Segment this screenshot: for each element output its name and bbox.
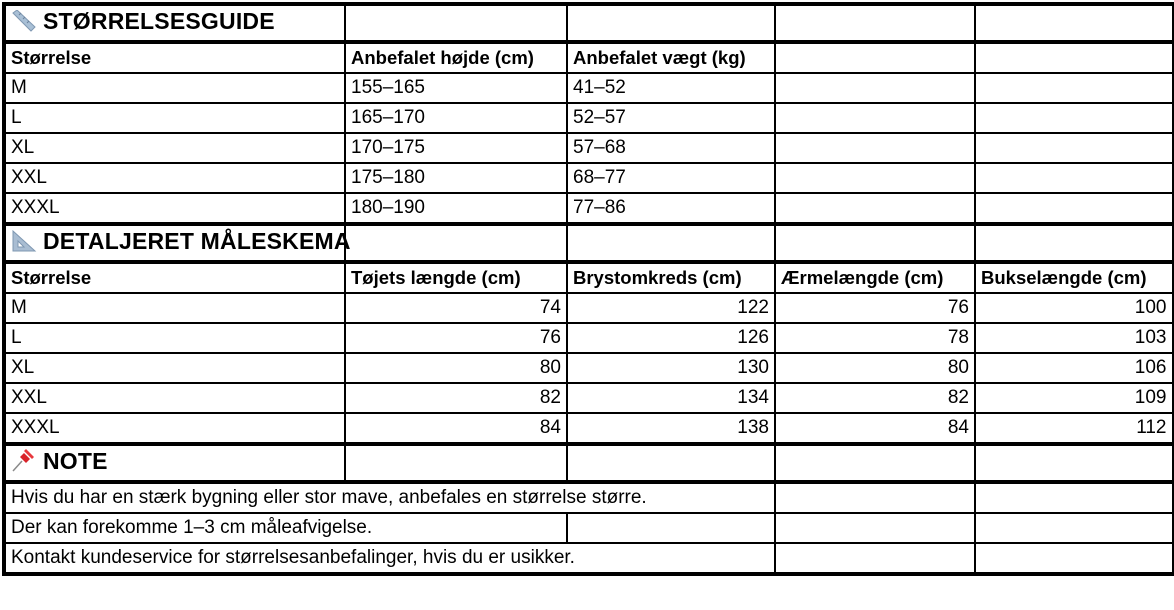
ruler-icon: [11, 10, 37, 38]
cell[interactable]: [975, 42, 1173, 73]
cell[interactable]: XL: [4, 353, 345, 383]
cell[interactable]: [775, 444, 975, 482]
cell[interactable]: M: [4, 73, 345, 103]
cell[interactable]: 126: [567, 323, 775, 353]
cell[interactable]: 82: [345, 383, 567, 413]
cell[interactable]: XL: [4, 133, 345, 163]
cell[interactable]: [775, 4, 975, 42]
cell[interactable]: [567, 513, 775, 543]
table-row: [4, 353, 1173, 383]
column-header[interactable]: Anbefalet vægt (kg): [567, 42, 775, 73]
cell[interactable]: [975, 133, 1173, 163]
cell[interactable]: 82: [775, 383, 975, 413]
cell[interactable]: 165–170: [345, 103, 567, 133]
table-row: [4, 163, 1173, 193]
cell[interactable]: [345, 4, 567, 42]
cell[interactable]: [775, 193, 975, 224]
cell[interactable]: 80: [345, 353, 567, 383]
cell[interactable]: [975, 224, 1173, 262]
table-row: [4, 103, 1173, 133]
cell[interactable]: [775, 42, 975, 73]
cell[interactable]: [775, 163, 975, 193]
column-header[interactable]: Anbefalet højde (cm): [345, 42, 567, 73]
header-row: [4, 262, 1173, 293]
cell[interactable]: 112: [975, 413, 1173, 444]
cell[interactable]: [775, 73, 975, 103]
cell[interactable]: 175–180: [345, 163, 567, 193]
cell[interactable]: [975, 163, 1173, 193]
column-header[interactable]: Brystomkreds (cm): [567, 262, 775, 293]
note-row: [4, 513, 1173, 543]
cell[interactable]: 103: [975, 323, 1173, 353]
table-row: [4, 73, 1173, 103]
cell[interactable]: 122: [567, 293, 775, 323]
cell[interactable]: M: [4, 293, 345, 323]
section-title-row: [4, 224, 1173, 262]
cell[interactable]: 100: [975, 293, 1173, 323]
size-guide-sheet: [2, 2, 1174, 576]
cell[interactable]: 138: [567, 413, 775, 444]
section-title: NOTE: [43, 448, 108, 474]
section-title-row: [4, 444, 1173, 482]
cell[interactable]: 76: [345, 323, 567, 353]
table-row: [4, 133, 1173, 163]
cell[interactable]: 78: [775, 323, 975, 353]
cell[interactable]: 68–77: [567, 163, 775, 193]
cell[interactable]: [775, 103, 975, 133]
cell[interactable]: [975, 103, 1173, 133]
note-text[interactable]: Der kan forekomme 1–3 cm måleafvigelse.: [4, 513, 567, 543]
section-title: DETALJERET MÅLESKEMA: [43, 228, 351, 254]
table-row: [4, 383, 1173, 413]
cell[interactable]: 52–57: [567, 103, 775, 133]
cell[interactable]: 80: [775, 353, 975, 383]
column-header[interactable]: Størrelse: [4, 42, 345, 73]
note-text[interactable]: Kontakt kundeservice for størrelsesanbefalinger, hvis du er usikker.: [4, 543, 775, 574]
cell[interactable]: [567, 224, 775, 262]
cell[interactable]: 74: [345, 293, 567, 323]
table-row: [4, 413, 1173, 444]
cell[interactable]: [775, 133, 975, 163]
cell[interactable]: 134: [567, 383, 775, 413]
column-header[interactable]: Bukselængde (cm): [975, 262, 1173, 293]
header-row: [4, 42, 1173, 73]
cell[interactable]: XXXL: [4, 193, 345, 224]
cell[interactable]: [775, 543, 975, 574]
cell[interactable]: 84: [345, 413, 567, 444]
cell[interactable]: [4, 444, 345, 482]
cell[interactable]: [975, 193, 1173, 224]
cell[interactable]: 57–68: [567, 133, 775, 163]
cell[interactable]: 170–175: [345, 133, 567, 163]
cell[interactable]: [4, 224, 351, 262]
note-row: [4, 543, 1173, 574]
cell[interactable]: 106: [975, 353, 1173, 383]
column-header[interactable]: Størrelse: [4, 262, 345, 293]
cell[interactable]: [975, 444, 1173, 482]
cell[interactable]: 130: [567, 353, 775, 383]
column-header[interactable]: Tøjets længde (cm): [345, 262, 567, 293]
cell[interactable]: XXL: [4, 163, 345, 193]
cell[interactable]: 109: [975, 383, 1173, 413]
cell[interactable]: XXL: [4, 383, 345, 413]
cell[interactable]: 155–165: [345, 73, 567, 103]
table-row: [4, 293, 1173, 323]
cell[interactable]: [975, 543, 1173, 574]
cell[interactable]: 84: [775, 413, 975, 444]
column-header[interactable]: Ærmelængde (cm): [775, 262, 975, 293]
cell[interactable]: 180–190: [345, 193, 567, 224]
cell[interactable]: [775, 224, 975, 262]
table-row: [4, 323, 1173, 353]
cell[interactable]: 41–52: [567, 73, 775, 103]
cell[interactable]: XXXL: [4, 413, 345, 444]
cell[interactable]: L: [4, 103, 345, 133]
cell[interactable]: [975, 513, 1173, 543]
cell[interactable]: [975, 482, 1173, 513]
cell[interactable]: 77–86: [567, 193, 775, 224]
section-title-row: [4, 4, 1173, 42]
cell[interactable]: [345, 224, 567, 262]
cell[interactable]: [975, 73, 1173, 103]
cell[interactable]: 76: [775, 293, 975, 323]
cell[interactable]: L: [4, 323, 345, 353]
cell[interactable]: [775, 482, 975, 513]
note-text[interactable]: Hvis du har en stærk bygning eller stor mave, anbefales en størrelse større.: [4, 482, 775, 513]
cell[interactable]: [775, 513, 975, 543]
cell[interactable]: [975, 4, 1173, 42]
cell[interactable]: [4, 4, 345, 42]
pushpin-icon: [11, 448, 37, 478]
note-row: [4, 482, 1173, 513]
cell[interactable]: [567, 4, 775, 42]
triangle-ruler-icon: [11, 230, 37, 258]
cell[interactable]: [567, 444, 775, 482]
cell[interactable]: [345, 444, 567, 482]
table-row: [4, 193, 1173, 224]
section-title: STØRRELSESGUIDE: [43, 8, 275, 34]
